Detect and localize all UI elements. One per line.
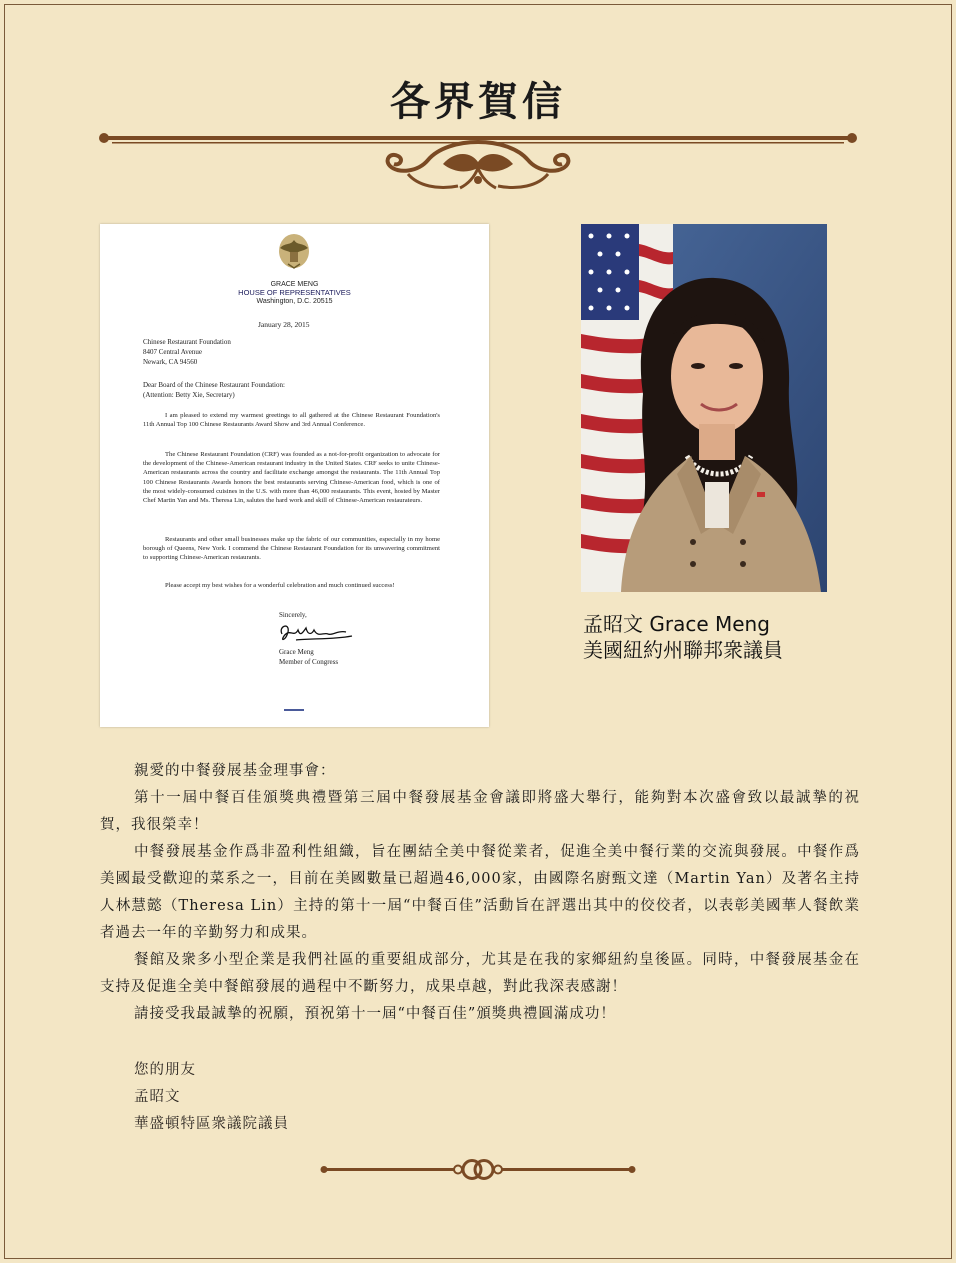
body-greeting: 親愛的中餐發展基金理事會：: [134, 763, 336, 779]
address-line: Chinese Restaurant Foundation: [143, 338, 231, 346]
letter-signature-block: [279, 647, 338, 667]
signature-name: Grace Meng: [279, 648, 314, 656]
salutation-line: (Attention: Betty Xie, Secretary): [143, 391, 235, 399]
portrait-photo: [581, 224, 827, 592]
ornament-divider-bottom: [320, 1158, 636, 1182]
body-paragraph: 第十一屆中餐百佳頒獎典禮暨第三屆中餐發展基金會議即將盛大舉行，能夠對本次盛會致以最誠摯的祝賀，我很榮幸！: [100, 790, 860, 833]
letterhead-city: Washington, D.C. 20515: [256, 298, 333, 305]
closing-line: 您的朋友: [134, 1062, 196, 1078]
letter-paragraph: The Chinese Restaurant Foundation (CRF) was founded as a not-for-profit organization to advocate for the development of the Chinese-American restaurant industry in the United States. CRF seeks to unite Chinese-American restaurants across the country and facilitate exchange amongst the restaurants. The 11th Annual Top 100 Chinese Restaurants Awards honors the best restaurants serving Chinese-American food, which is one of the most widely-consumed cuisines in the U.S. with more than 46,000 restaurants. This event, hosted by Master Chef Martin Yan and Ms. Theresa Lin, salutes the hard work and skill of Chinese-American restaurateurs.: [143, 451, 440, 505]
letterhead-name: GRACE MENG: [270, 281, 319, 288]
ornament-divider-top: [98, 128, 858, 196]
handwritten-signature: [276, 620, 356, 644]
congress-letter: [100, 224, 489, 727]
eagle-seal-icon: [276, 232, 312, 270]
letter-date: January 28, 2015: [258, 320, 310, 329]
address-line: Newark, CA 94560: [143, 358, 198, 366]
footer-mark: [284, 708, 304, 713]
letter-salutation: [143, 380, 285, 400]
caption-title: 美國紐約州聯邦衆議員: [583, 638, 783, 662]
body-paragraph: 中餐發展基金作爲非盈利性組織，旨在團結全美中餐從業者，促進全美中餐行業的交流與發展。中餐作爲美國最受歡迎的菜系之一，目前在美國數量已超過46,000家，由國際名廚甄文達（Martin Yan）及著名主持人林慧懿（Theresa Lin）主持的第十一屆“中餐百佳”活動旨在評選出其中的佼佼者，以表彰美國華人餐飲業者過去一年的辛勤努力和成果。: [100, 844, 860, 941]
caption-name: 孟昭文 Grace Meng: [583, 612, 770, 636]
letter-sincerely: Sincerely,: [279, 611, 307, 619]
letterhead-house: HOUSE OF REPRESENTATIVES: [238, 288, 351, 297]
letter-paragraph: Please accept my best wishes for a wonderful celebration and much continued success!: [165, 582, 395, 589]
letter-address: [143, 337, 231, 367]
chinese-letter-body: [100, 758, 860, 1028]
body-paragraph: 請接受我最誠摯的祝願，預祝第十一屆“中餐百佳”頒獎典禮圓滿成功！: [134, 1006, 616, 1022]
letter-paragraph: Restaurants and other small businesses make up the fabric of our communities, especially in my home borough of Queens, New York. I commend the Chinese Restaurant Foundation for its unwavering commitment to supporting Chinese-American restaurants.: [143, 536, 440, 562]
closing-line: 孟昭文: [134, 1089, 181, 1105]
signature-title: Member of Congress: [279, 658, 339, 666]
letter-paragraph: I am pleased to extend my warmest greetings to all gathered at the Chinese Restaurant Foundation's 11th Annual Top 100 Chinese Restaurants Award Show and 3rd Annual Conference.: [143, 412, 440, 429]
body-closing: [134, 1057, 289, 1138]
page-title: 各界賀信: [390, 79, 566, 125]
closing-line: 華盛頓特區衆議院議員: [134, 1116, 289, 1132]
salutation-line: Dear Board of the Chinese Restaurant Foundation:: [143, 381, 285, 389]
address-line: 8407 Central Avenue: [143, 348, 202, 356]
body-paragraph: 餐館及衆多小型企業是我們社區的重要組成部分，尤其是在我的家鄉紐約皇後區。同時，中餐發展基金在支持及促進全美中餐館發展的過程中不斷努力，成果卓越，對此我深表感謝！: [100, 952, 860, 995]
